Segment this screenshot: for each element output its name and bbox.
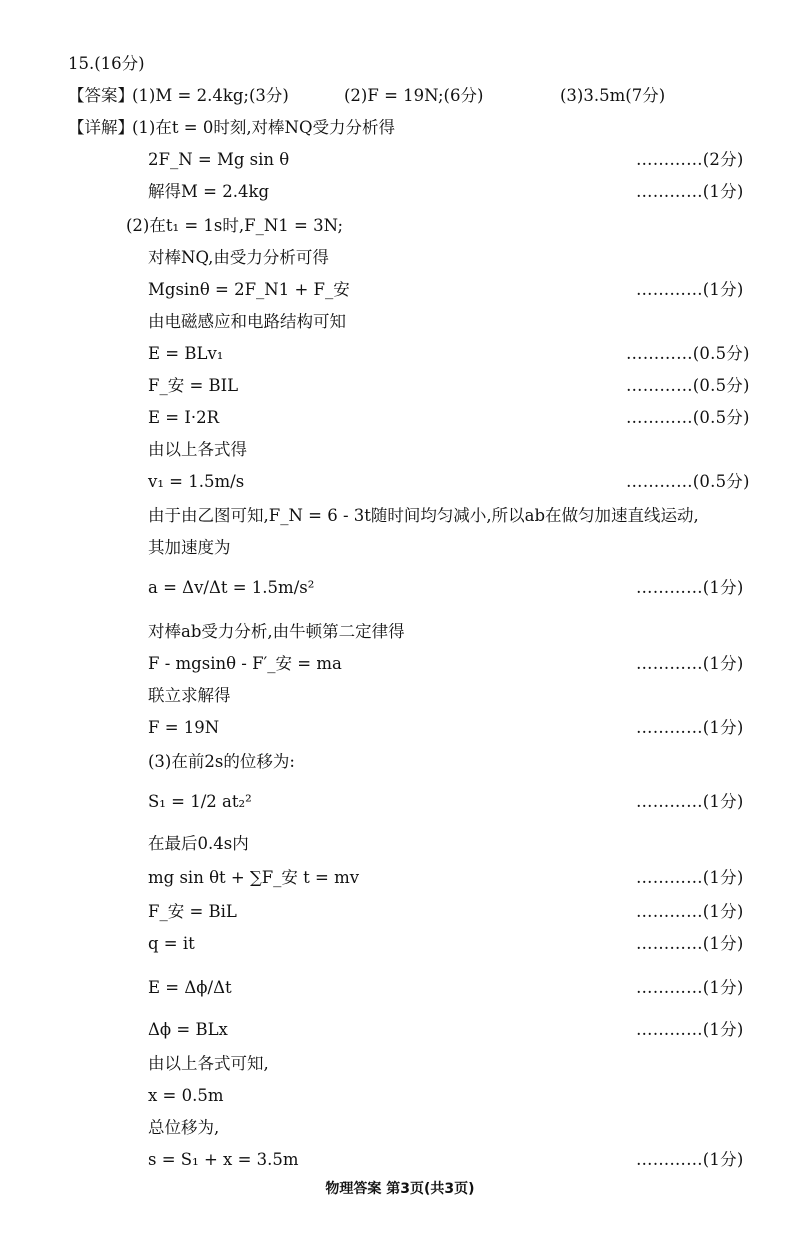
equation-line (0, 572, 800, 604)
text-line (0, 746, 800, 778)
equation-line (0, 274, 800, 306)
equation-text: F_安 = BiL (148, 902, 237, 921)
equation-text: 2F_N = Mg sin θ (148, 150, 290, 169)
points: …………(1分) (636, 280, 744, 299)
equation-text: Mgsinθ = 2F_N1 + F_安 (148, 280, 350, 299)
points: …………(1分) (636, 978, 744, 997)
points: …………(1分) (636, 718, 744, 737)
body-text: 对棒ab受力分析,由牛顿第二定律得 (148, 622, 405, 641)
text-line (0, 616, 800, 648)
text-line (0, 1048, 800, 1080)
points: …………(1分) (636, 902, 744, 921)
text-line (0, 828, 800, 860)
body-text: 由以上各式可知, (148, 1054, 269, 1073)
points: …………(1分) (636, 654, 744, 673)
equation-line (0, 896, 800, 928)
points: …………(0.5分) (626, 408, 750, 427)
equation-text: q = it (148, 934, 195, 953)
equation-line (0, 1144, 800, 1176)
points: …………(0.5分) (626, 376, 750, 395)
points: …………(1分) (636, 1150, 744, 1169)
equation-text: S₁ = 1/2 at₂² (148, 792, 252, 811)
equation-text: E = Δϕ/Δt (148, 978, 232, 997)
detail-intro-line (0, 112, 800, 144)
equation-text: F = 19N (148, 718, 220, 737)
equation-line (0, 972, 800, 1004)
points: …………(0.5分) (626, 344, 750, 363)
text-line (0, 1112, 800, 1144)
equation-text: a = Δv/Δt = 1.5m/s² (148, 578, 315, 597)
body-text: 联立求解得 (148, 686, 231, 705)
points: …………(1分) (636, 868, 744, 887)
equation-line (0, 928, 800, 960)
equation-line (0, 176, 800, 208)
body-text: 对棒NQ,由受力分析可得 (148, 248, 329, 267)
text-line (0, 210, 800, 242)
body-text: (3)在前2s的位移为: (148, 752, 295, 771)
text-line (0, 306, 800, 338)
equation-line (0, 370, 800, 402)
text-line (0, 680, 800, 712)
points: …………(2分) (636, 150, 744, 169)
equation-line (0, 862, 800, 894)
equation-text: s = S₁ + x = 3.5m (148, 1150, 299, 1169)
equation-line (0, 402, 800, 434)
text-line (0, 434, 800, 466)
points: …………(1分) (636, 1020, 744, 1039)
equation-text: mg sin θt + ∑F_安 t = mv (148, 868, 360, 887)
body-text: 在最后0.4s内 (148, 834, 249, 853)
equation-line (0, 786, 800, 818)
equation-text: F_安 = BIL (148, 376, 239, 395)
equation-text: F - mgsinθ - F′_安 = ma (148, 654, 342, 673)
equation-text: Δϕ = BLx (148, 1020, 228, 1039)
page-footer: 物理答案 第3页(共3页) (325, 1181, 475, 1197)
points: …………(1分) (636, 182, 744, 201)
detail-label: 【详解】 (68, 118, 134, 137)
points: …………(1分) (636, 792, 744, 811)
body-text: 由电磁感应和电路结构可知 (148, 312, 346, 331)
points: …………(0.5分) (626, 472, 750, 491)
answer-label: 【答案】 (68, 86, 134, 105)
answer-1: (1)M = 2.4kg;(3分) (132, 86, 289, 105)
equation-text: 解得M = 2.4kg (148, 182, 270, 201)
equation-line (0, 1014, 800, 1046)
answer-3: (3)3.5m(7分) (560, 86, 666, 105)
body-text: 总位移为, (148, 1118, 220, 1137)
text-line (0, 500, 800, 532)
answer-2: (2)F = 19N;(6分) (344, 86, 484, 105)
equation-text: E = BLv₁ (148, 344, 224, 363)
equation-line (0, 338, 800, 370)
equation-line (0, 144, 800, 176)
body-text: (2)在t₁ = 1s时,F_N1 = 3N; (126, 216, 343, 235)
equation-line (0, 466, 800, 498)
text-line (0, 242, 800, 274)
equation-line (0, 1080, 800, 1112)
equation-line (0, 648, 800, 680)
points: …………(1分) (636, 578, 744, 597)
body-text: 由以上各式得 (148, 440, 247, 459)
equation-text: x = 0.5m (148, 1086, 224, 1105)
detail-intro: (1)在t = 0时刻,对棒NQ受力分析得 (132, 118, 396, 137)
points: …………(1分) (636, 934, 744, 953)
question-number-line (0, 48, 800, 80)
equation-text: E = I·2R (148, 408, 220, 427)
answer-line (0, 80, 800, 112)
body-text: 由于由乙图可知,F_N = 6 - 3t随时间均匀减小,所以ab在做匀加速直线运动, (148, 506, 699, 525)
body-text: 其加速度为 (148, 538, 231, 557)
text-line (0, 532, 800, 564)
equation-line (0, 712, 800, 744)
equation-text: v₁ = 1.5m/s (148, 472, 245, 491)
question-number: 15.(16分) (68, 54, 145, 73)
